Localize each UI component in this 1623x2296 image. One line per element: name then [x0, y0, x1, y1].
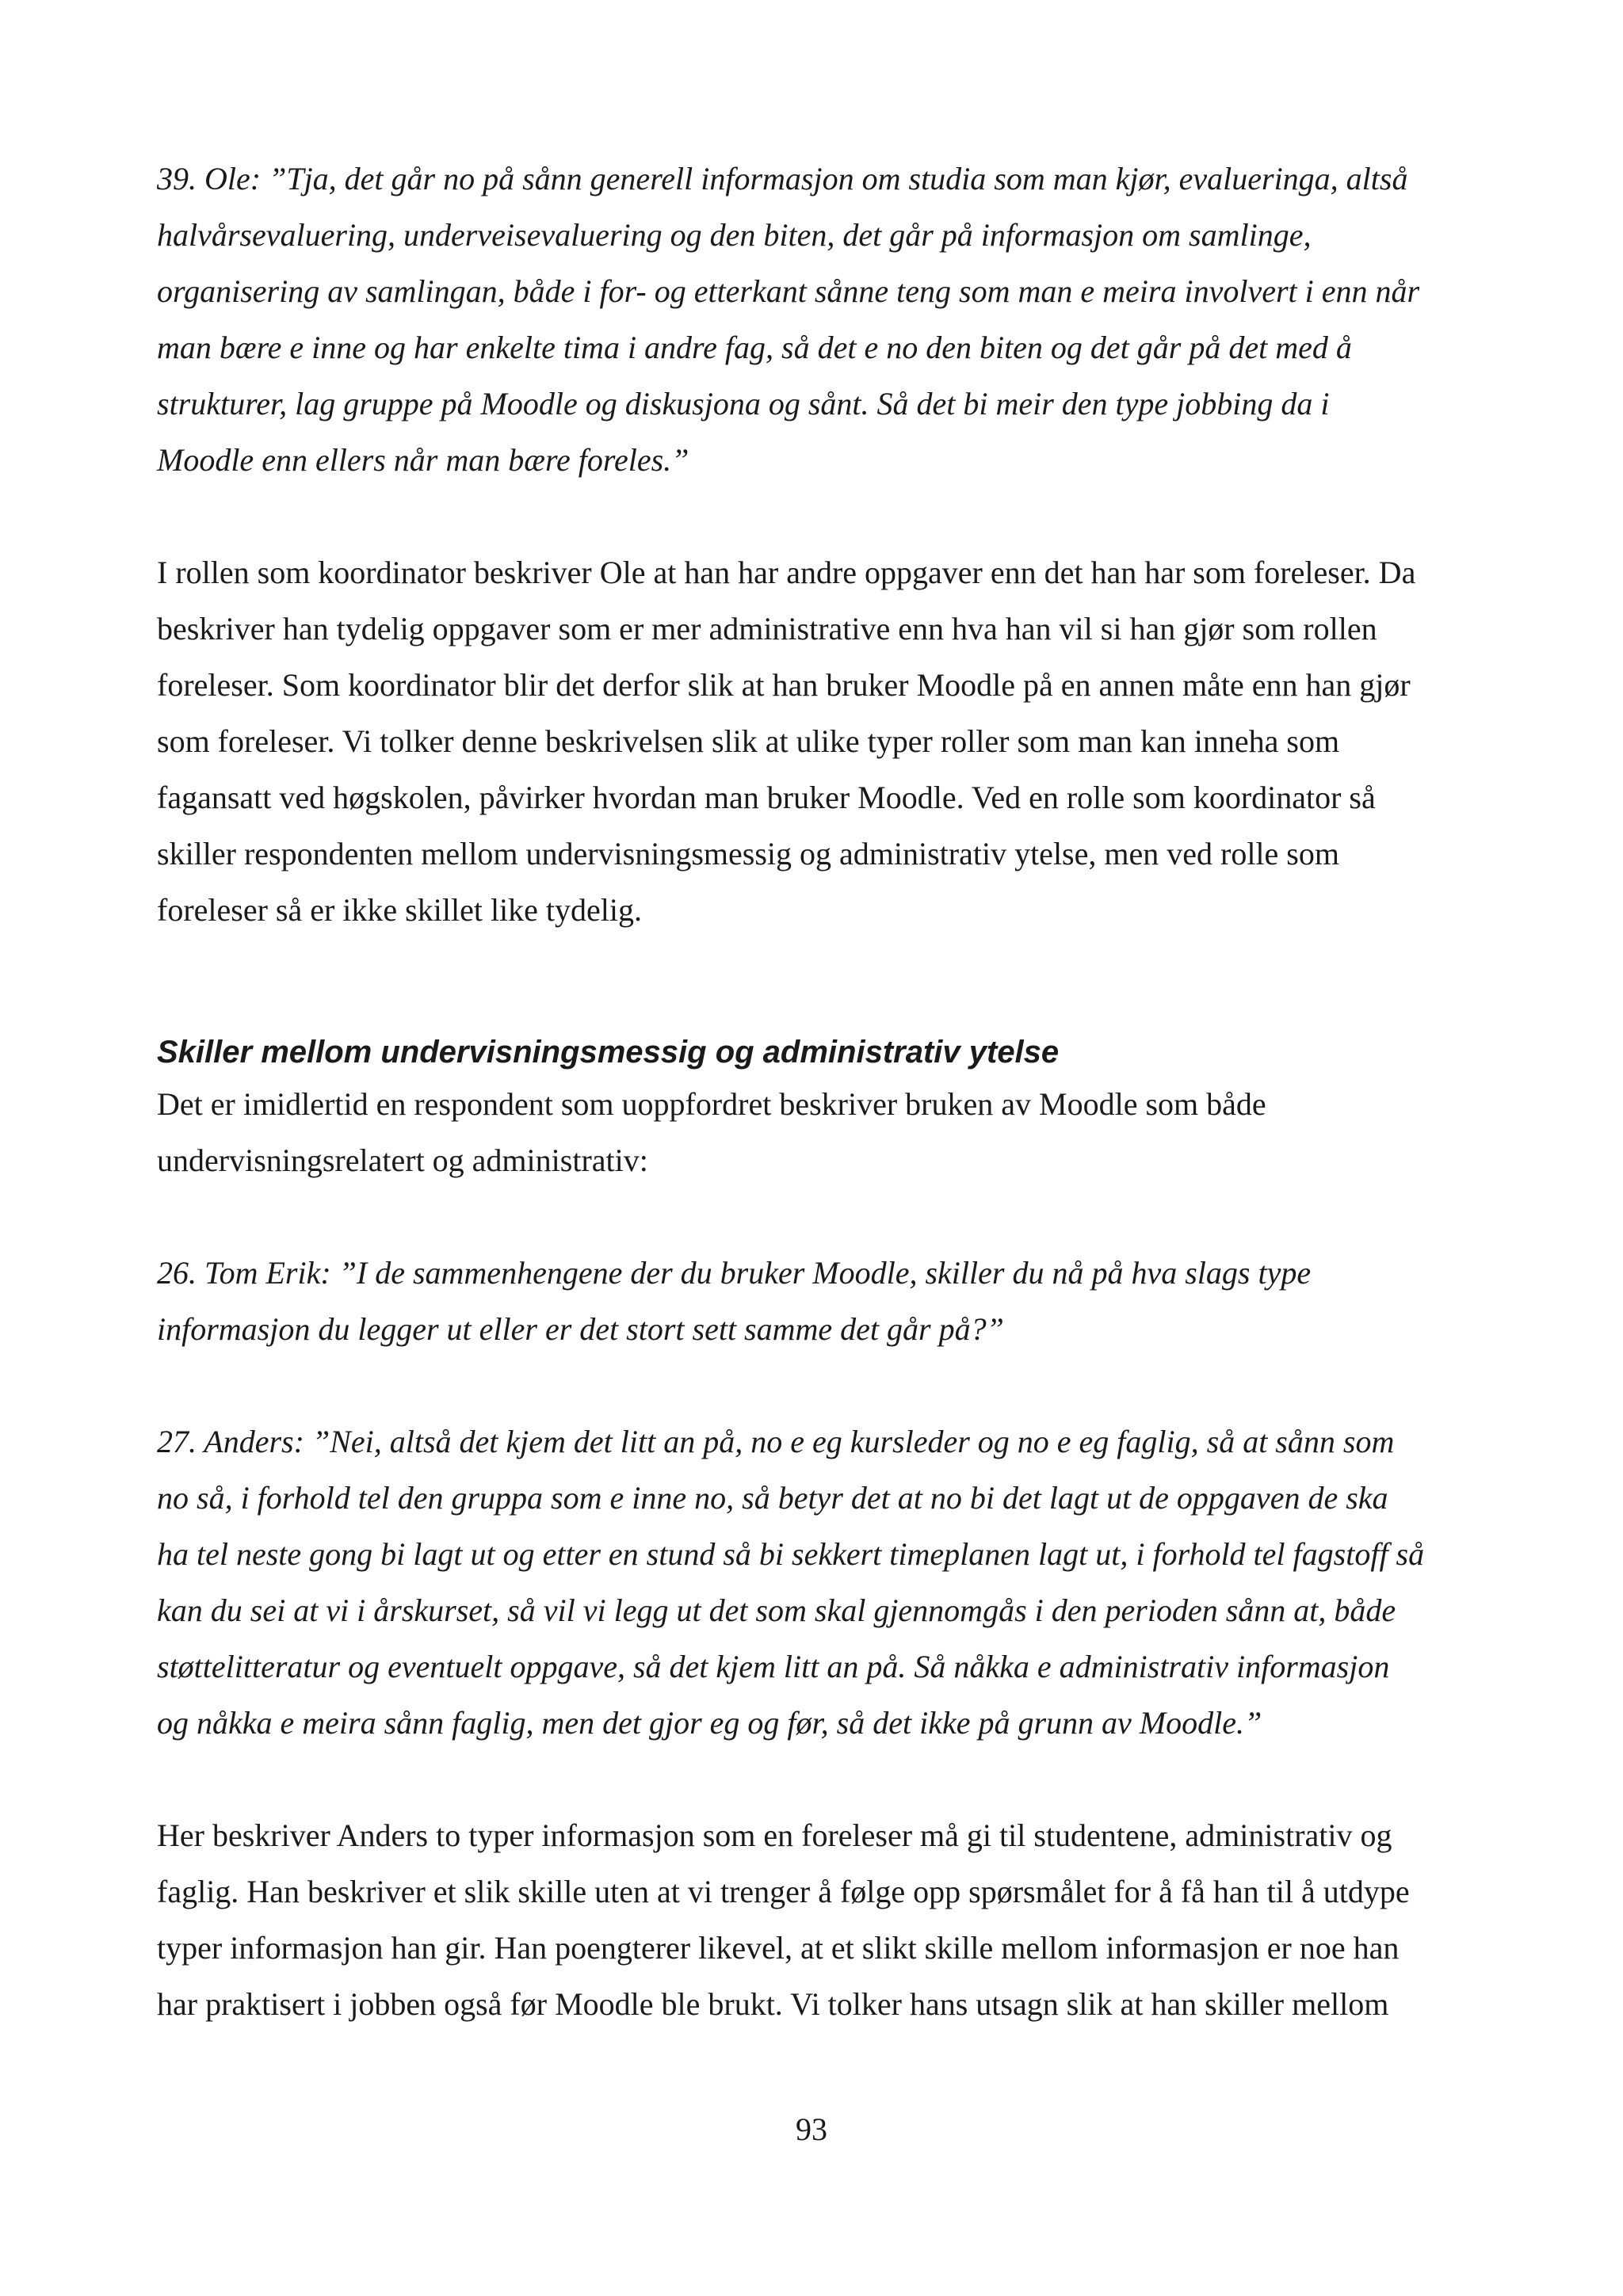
spacer: [157, 1751, 1488, 1807]
text-line: organisering av samlingan, både i for- og etterkant sånne teng som man e meira involvert i enn når: [157, 273, 1420, 309]
quote-tom-erik-26: [157, 1245, 1488, 1357]
spacer: [157, 938, 1488, 1028]
text-line: undervisningsrelatert og administrativ:: [157, 1142, 648, 1178]
text-line: I rollen som koordinator beskriver Ole at han har andre oppgaver enn det han har som foreleser. Da: [157, 555, 1416, 590]
text-line: Her beskriver Anders to typer informasjon som en foreleser må gi til studentene, administrativ og: [157, 1817, 1392, 1853]
paragraph-respondent-intro: [157, 1076, 1488, 1188]
section-heading: Skiller mellom undervisningsmessig og administrativ ytelse: [157, 1035, 1060, 1070]
text-line: typer informasjon han gir. Han poengterer likevel, at et slikt skille mellom informasjon er noe han: [157, 1930, 1400, 1966]
text-line: Moodle enn ellers når man bære foreles.”: [157, 442, 689, 478]
paragraph-anders-analysis: [157, 1807, 1488, 2032]
text-line: støttelitteratur og eventuelt oppgave, så det kjem litt an på. Så nåkka e administrativ informasjon: [157, 1649, 1390, 1684]
text-line: no så, i forhold tel den gruppa som e inne no, så betyr det at no bi det lagt ut de oppgaven de ska: [157, 1480, 1388, 1516]
spacer: [157, 488, 1488, 544]
text-line: halvårsevaluering, underveisevaluering og den biten, det går på informasjon om samlinge,: [157, 217, 1312, 253]
text-line: 39. Ole: ”Tja, det går no på sånn generell informasjon om studia som man kjør, evalueringa, altså: [157, 161, 1408, 196]
text-line: beskriver han tydelig oppgaver som er mer administrative enn hva han vil si han gjør som rollen: [157, 611, 1377, 646]
text-line: 26. Tom Erik: ”I de sammenhengene der du bruker Moodle, skiller du nå på hva slags type: [157, 1255, 1312, 1291]
text-line: foreleser. Som koordinator blir det derfor slik at han bruker Moodle på en annen måte enn han gjør: [157, 667, 1411, 703]
text-line: man bære e inne og har enkelte tima i andre fag, så det e no den biten og det går på det med å: [157, 330, 1352, 365]
page-number: 93: [796, 2111, 827, 2147]
text-line: informasjon du legger ut eller er det stort sett samme det går på?”: [157, 1311, 1004, 1347]
text-line: kan du sei at vi i årskurset, så vil vi legg ut det som skal gjennomgås i den perioden sånn at, både: [157, 1592, 1396, 1628]
quote-ole-39: [157, 151, 1488, 488]
text-line: har praktisert i jobben også før Moodle ble brukt. Vi tolker hans utsagn slik at han skiller mellom: [157, 1986, 1389, 2022]
text-line: 27. Anders: ”Nei, altså det kjem det litt an på, no e eg kursleder og no e eg faglig, så at sånn som: [157, 1424, 1395, 1459]
text-line: skiller respondenten mellom undervisningsmessig og administrativ ytelse, men ved rolle som: [157, 836, 1339, 871]
text-line: faglig. Han beskriver et slik skille uten at vi trenger å følge opp spørsmålet for å få han til å utdype: [157, 1874, 1410, 1909]
text-line: Det er imidlertid en respondent som uoppfordret beskriver bruken av Moodle som både: [157, 1086, 1266, 1122]
document-page: [157, 151, 1488, 2032]
text-line: fagansatt ved høgskolen, påvirker hvordan man bruker Moodle. Ved en rolle som koordinator så: [157, 780, 1376, 815]
text-line: foreleser så er ikke skillet like tydelig.: [157, 892, 643, 928]
text-line: ha tel neste gong bi lagt ut og etter en stund så bi sekkert timeplanen lagt ut, i forhold tel fagstoff så: [157, 1536, 1425, 1572]
spacer: [157, 1188, 1488, 1245]
text-line: strukturer, lag gruppe på Moodle og diskusjona og sånt. Så det bi meir den type jobbing da i: [157, 386, 1330, 421]
text-line: og nåkka e meira sånn faglig, men det gjor eg og før, så det ikke på grunn av Moodle.”: [157, 1705, 1262, 1741]
text-line: som foreleser. Vi tolker denne beskrivelsen slik at ulike typer roller som man kan inneha som: [157, 723, 1340, 759]
quote-anders-27: [157, 1413, 1488, 1751]
paragraph-coordinator-role: [157, 544, 1488, 938]
spacer: [157, 1357, 1488, 1413]
